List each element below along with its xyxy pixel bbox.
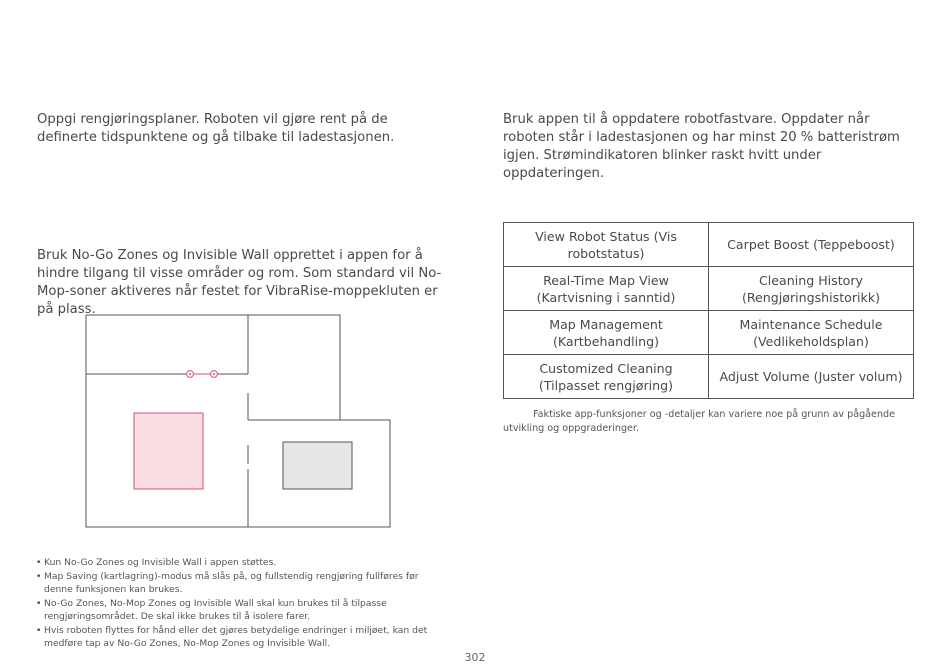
firmware-paragraph: Bruk appen til å oppdatere robotfastvare. Oppdater når roboten står i ladestasjonen og har minst 20 % batteristrøm igjen. Strømindikatoren blinker raskt hvitt under oppdateringen.	[503, 112, 900, 181]
schedule-paragraph: Oppgi rengjøringsplaner. Roboten vil gjøre rent på de definerte tidspunktene og gå tilbake til ladestasjonen.	[37, 112, 395, 145]
table-row	[504, 355, 914, 399]
notes-list	[36, 556, 448, 651]
table-cell: Customized Cleaning (Tilpasset rengjøring)	[504, 355, 709, 399]
nomop-zone	[283, 442, 352, 489]
nogo-paragraph: Bruk No-Go Zones og Invisible Wall opprettet i appen for å hindre tilgang til visse områder og rom. Som standard vil No-Mop-soner aktiveres når festet for VibraRise-moppekluten er på plass.	[37, 248, 442, 317]
nogo-zone	[134, 413, 203, 489]
list-item: • Hvis roboten flyttes for hånd eller det gjøres betydelige endringer i miljøet, kan det medføre tap av No-Go Zones, No-Mop Zones og Invisible Wall.	[36, 624, 448, 651]
table-cell: View Robot Status (Vis robotstatus)	[504, 223, 709, 267]
app-features-table	[503, 222, 914, 399]
table-cell: Map Management (Kartbehandling)	[504, 311, 709, 355]
invisible-wall	[187, 371, 218, 378]
table-cell: Adjust Volume (Juster volum)	[709, 355, 914, 399]
list-item: • Kun No-Go Zones og Invisible Wall i appen støttes.	[36, 556, 448, 570]
table-row	[504, 267, 914, 311]
table-cell: Carpet Boost (Teppeboost)	[709, 223, 914, 267]
table-cell: Maintenance Schedule (Vedlikeholdsplan)	[709, 311, 914, 355]
table-row	[504, 223, 914, 267]
floor-plan-walls	[86, 315, 390, 527]
table-row	[504, 311, 914, 355]
floor-plan-diagram	[85, 313, 393, 531]
table-cell: Real-Time Map View (Kartvisning i sanntid)	[504, 267, 709, 311]
list-item: • No-Go Zones, No-Mop Zones og Invisible Wall skal kun brukes til å tilpasse rengjøringsområdet. De skal ikke brukes til å isolere farer.	[36, 597, 448, 624]
page-number: 302	[464, 651, 486, 664]
table-cell: Cleaning History (Rengjøringshistorikk)	[709, 267, 914, 311]
list-item: • Map Saving (kartlagring)-modus må slås på, og fullstendig rengjøring fullføres før denne funksjonen kan brukes.	[36, 570, 448, 597]
app-features-note: Faktiske app-funksjoner og -detaljer kan variere noe på grunn av pågående utvikling og oppgraderinger.	[503, 409, 896, 434]
